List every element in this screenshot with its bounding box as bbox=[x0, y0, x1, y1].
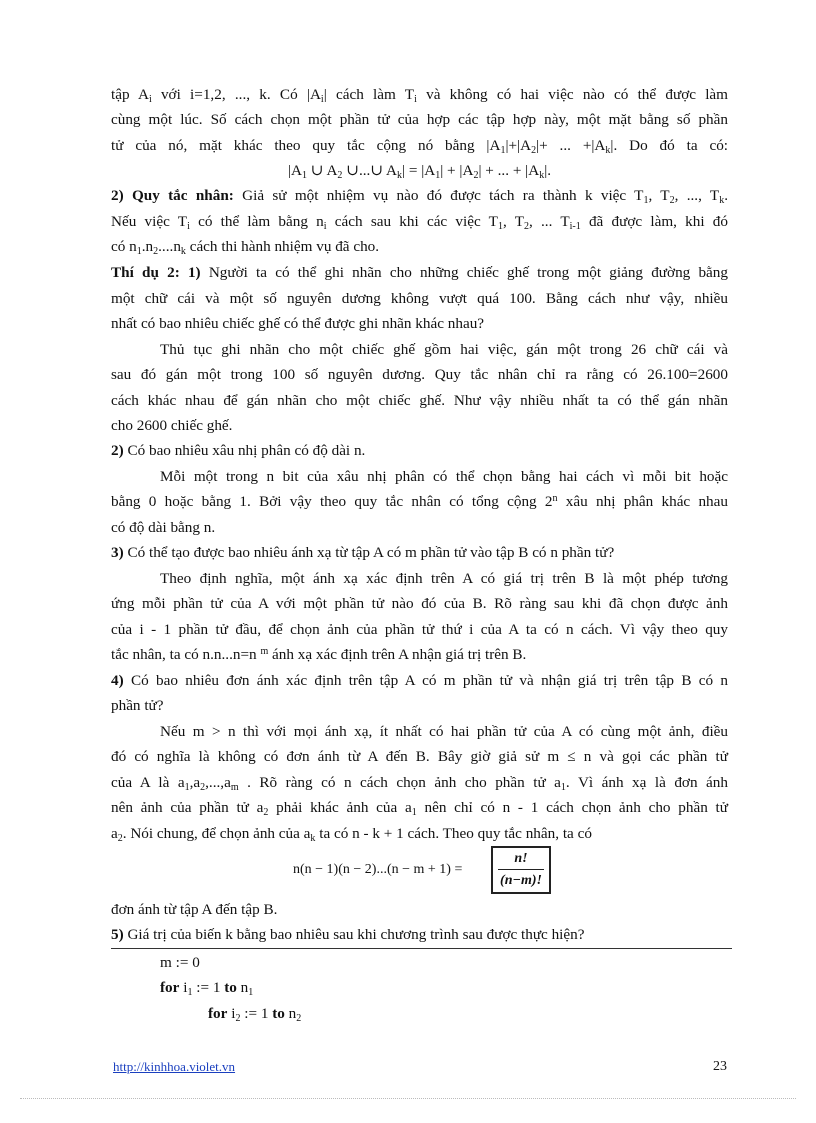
question-3: 3) Có thể tạo được bao nhiêu ánh xạ từ tập A có m phần tử vào tập B có n phần tử? bbox=[111, 544, 615, 561]
text-line: sau đó gán một trong 100 số nguyên dương. Quy tắc nhân chỉ ra rằng có 26.100=2600 bbox=[111, 366, 728, 383]
horizontal-rule bbox=[111, 948, 732, 949]
text-line: Thủ tục ghi nhãn cho một chiếc ghế gồm hai việc, gán một trong 26 chữ cái và bbox=[160, 341, 728, 358]
text-line: tập $A_i$ với i=1,2, ..., k. Có $|A_i|$ cách làm $T_i$ và không có hai việc nào có thể được làm bbox=[111, 86, 728, 105]
text-line: nhất có bao nhiêu chiếc ghế có thể được ghi nhãn khác nhau? bbox=[111, 315, 485, 332]
code-line: m := 0 bbox=[160, 954, 200, 971]
text-line: một chữ cái và một số nguyên dương không vượt quá 100. Bằng cách như vậy, nhiều bbox=[111, 290, 728, 307]
text-line: nên ảnh của phần tử $a_2$ phải khác ảnh của $a_1$ nên chỉ có n - 1 cách chọn ảnh cho phần tử bbox=[111, 799, 729, 818]
equation-sum-rule: $|A_1$ ∪ $A_2$ ∪...∪ $A_k| = |A_1| + |A_2|$ + ... + $|A_k|$. bbox=[287, 162, 552, 181]
code-line: for $i_2$ := 1 to $n_2$ bbox=[208, 1005, 302, 1024]
formula-injections: n(n − 1)(n − 2)...(n − m + 1) = bbox=[293, 862, 463, 877]
text-line: của i - 1 phần tử đầu, để chọn ảnh của phần tử thứ i của A ta có n cách. Vì vậy theo quy bbox=[111, 621, 728, 638]
fraction-box bbox=[491, 846, 551, 894]
code-line: for $i_1$ := 1 to $n_1$ bbox=[160, 979, 254, 998]
example-heading: Thí dụ 2: 1) Người ta có thể ghi nhãn cho những chiếc ghế trong một giảng đường bằng bbox=[111, 264, 728, 281]
text-line: đó có nghĩa là không có đơn ánh từ A đến B. Bây giờ giả sử m ≤ n và gọi các phần tử bbox=[111, 748, 728, 765]
text-line: cho 2600 chiếc ghế. bbox=[111, 417, 233, 434]
text-line: của A là $a_1,a_2,...,a_m$ . Rõ ràng có n cách chọn ảnh cho phần tử $a_1$. Vì ánh xạ là đơn ánh bbox=[111, 774, 728, 793]
question-2: 2) Có bao nhiêu xâu nhị phân có độ dài n. bbox=[111, 442, 366, 459]
page-number: 23 bbox=[713, 1059, 727, 1074]
footer-link[interactable]: http://kinhhoa.violet.vn bbox=[113, 1059, 236, 1074]
text-line: phần tử? bbox=[111, 697, 164, 714]
text-line: đơn ánh từ tập A đến tập B. bbox=[111, 901, 278, 918]
text-line: cùng một lúc. Số cách chọn một phần tử của hợp các tập hợp này, một mặt bằng số phần bbox=[111, 111, 728, 128]
text-line: Theo định nghĩa, một ánh xạ xác định trên A có giá trị trên B là một phép tương bbox=[160, 570, 728, 587]
text-line: bằng 0 hoặc bằng 1. Bởi vậy theo quy tắc nhân có tổng cộng 2$^n$ xâu nhị phân khác nhau bbox=[111, 493, 728, 510]
text-line: $a_2$. Nói chung, để chọn ảnh của $a_k$ ta có n - k + 1 cách. Theo quy tắc nhân, ta có bbox=[111, 825, 592, 844]
fraction-numerator: n! bbox=[514, 851, 528, 866]
text-line: tắc nhân, ta có n.n...n=n $^m$ ánh xạ xác định trên A nhận giá trị trên B. bbox=[111, 646, 527, 663]
text-line: Mỗi một trong n bit của xâu nhị phân có thể chọn bằng hai cách vì mỗi bit hoặc bbox=[160, 468, 728, 485]
page-break-divider bbox=[20, 1098, 796, 1099]
text-line: ứng mỗi phần tử của A với một phần tử nào đó của B. Rõ ràng sau khi đã chọn được ảnh bbox=[111, 595, 728, 612]
text-line: Nếu m > n thì với mọi ánh xạ, ít nhất có hai phần tử của A có cùng một ảnh, điều bbox=[160, 723, 728, 740]
section-product-rule: 2) Quy tắc nhân: Giả sử một nhiệm vụ nào đó được tách ra thành k việc $T_1$, $T_2$, ..., $T_k$. bbox=[111, 187, 728, 206]
text-line: Nếu việc $T_i$ có thể làm bằng $n_i$ cách sau khi các việc $T_1$, $T_2$, ... $T_{i-1}$ đã được làm, khi đó bbox=[111, 213, 728, 232]
text-line: cách khác nhau để gán nhãn cho một chiếc ghế. Như vậy nhiều nhất ta có thể gán nhãn bbox=[111, 392, 728, 409]
question-4: 4) Có bao nhiêu đơn ánh xác định trên tập A có m phần tử và nhận giá trị trên tập B có n bbox=[111, 672, 728, 689]
question-5: 5) Giá trị của biến k bằng bao nhiêu sau khi chương trình sau được thực hiện? bbox=[111, 926, 585, 943]
fraction-denominator: (n−m)! bbox=[500, 873, 542, 888]
text-line: tử của nó, mặt khác theo quy tắc cộng nó bằng $|A_1|+|A_2|+$ ... $+|A_k|$. Do đó ta có: bbox=[111, 137, 729, 156]
text-line: có độ dài bằng n. bbox=[111, 519, 216, 536]
text-line: có $n_1.n_2....n_k$ cách thi hành nhiệm vụ đã cho. bbox=[111, 238, 380, 257]
fraction-bar bbox=[498, 869, 544, 870]
